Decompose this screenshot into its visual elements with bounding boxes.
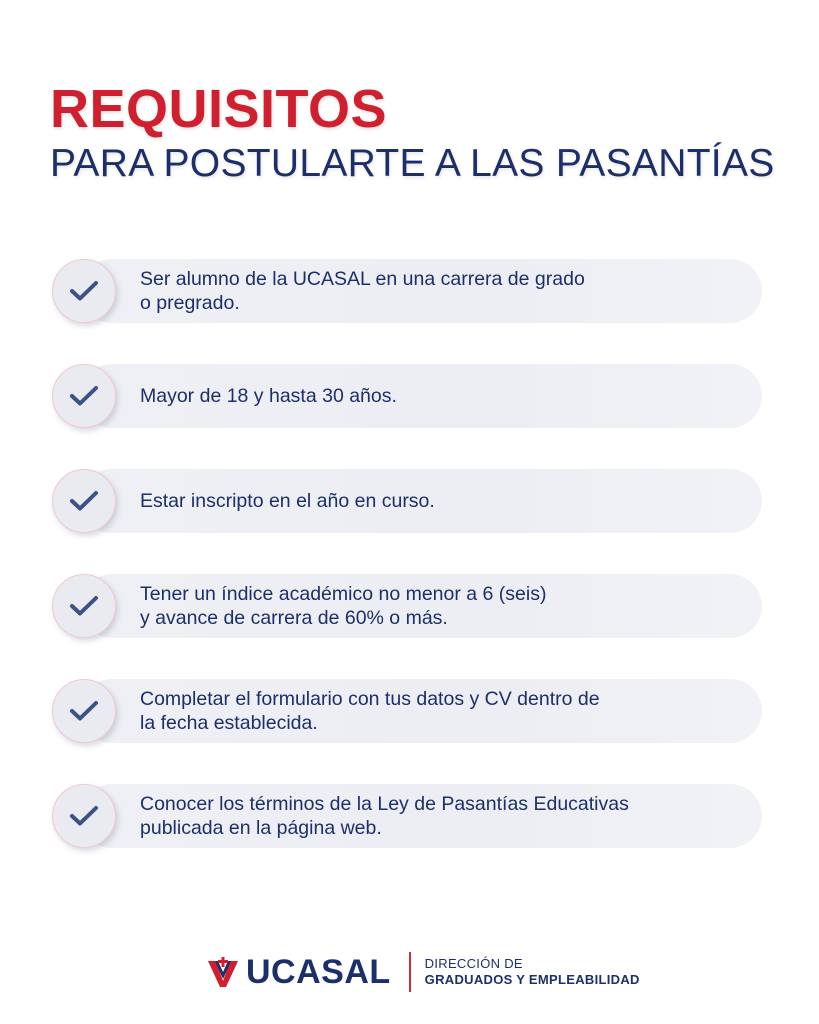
requirement-text: Ser alumno de la UCASAL en una carrera de grado o pregrado. — [140, 268, 585, 314]
ucasal-logo-icon — [206, 955, 240, 989]
department-line-2: GRADUADOS Y EMPLEABILIDAD — [424, 972, 640, 987]
check-icon — [52, 469, 116, 533]
requirements-list — [52, 259, 764, 889]
page-title: REQUISITOS — [50, 79, 388, 139]
requirement-text: Mayor de 18 y hasta 30 años. — [140, 385, 397, 407]
footer — [206, 952, 640, 992]
department-name — [425, 956, 640, 988]
list-item — [52, 469, 764, 533]
list-item — [52, 784, 764, 848]
list-item — [52, 574, 764, 638]
check-icon — [52, 784, 116, 848]
list-item — [52, 364, 764, 428]
list-item — [52, 259, 764, 323]
requirement-text: Estar inscripto en el año en curso. — [140, 490, 435, 512]
check-icon — [52, 259, 116, 323]
list-item — [52, 679, 764, 743]
department-line-1: DIRECCIÓN DE — [424, 956, 523, 971]
requirement-text: Tener un índice académico no menor a 6 (seis) y avance de carrera de 60% o más. — [140, 583, 547, 629]
check-icon — [52, 364, 116, 428]
footer-divider — [409, 952, 411, 992]
header — [50, 79, 775, 186]
check-icon — [52, 679, 116, 743]
page-subtitle: PARA POSTULARTE A LAS PASANTÍAS — [50, 142, 775, 185]
logo-text: UCASAL — [246, 953, 391, 991]
check-icon — [52, 574, 116, 638]
requirement-text: Completar el formulario con tus datos y CV dentro de la fecha establecida. — [140, 688, 600, 734]
requirement-text: Conocer los términos de la Ley de Pasantías Educativas publicada en la página web. — [140, 793, 629, 839]
